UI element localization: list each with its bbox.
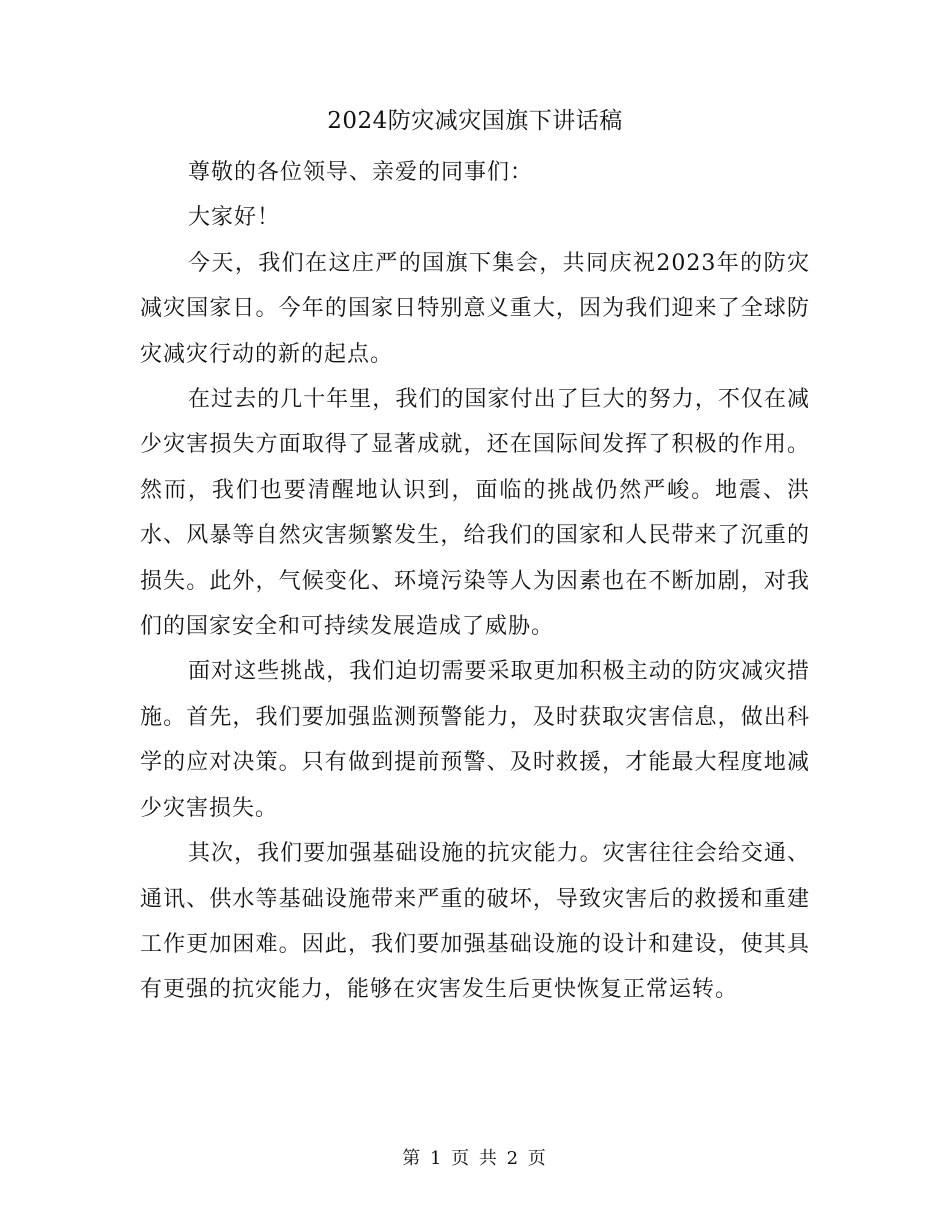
document-title: 2024防灾减灾国旗下讲话稿 (327, 108, 623, 134)
salutation: 尊敬的各位领导、亲爱的同事们： (188, 160, 534, 185)
paragraph: 面对这些挑战，我们迫切需要采取更加积极主动的防灾减灾措施。首先，我们要加强监测预警能力，及时获取灾害信息，做出科学的应对决策。只有做到提前预警、及时救援，才能最大程度地减少灾害损失。 (140, 659, 810, 821)
paragraph: 今天，我们在这庄严的国旗下集会，共同庆祝2023年的防灾减灾国家日。今年的国家日特别意义重大，因为我们迎来了全球防灾减灾行动的新的起点。 (140, 250, 810, 367)
page-number-footer: 第 1 页 共 2 页 (402, 1148, 548, 1169)
document-body (140, 150, 810, 1013)
greeting: 大家好！ (188, 205, 281, 231)
paragraph: 在过去的几十年里，我们的国家付出了巨大的努力，不仅在减少灾害损失方面取得了显著成就，还在国际间发挥了积极的作用。然而，我们也要清醒地认识到，面临的挑战仍然严峻。地震、洪水、风暴等自然灾害频繁发生，给我们的国家和人民带来了沉重的损失。此外，气候变化、环境污染等人为因素也在不断加剧，对我们的国家安全和可持续发展造成了威胁。 (140, 387, 810, 640)
paragraph: 其次，我们要加强基础设施的抗灾能力。灾害往往会给交通、通讯、供水等基础设施带来严重的破坏，导致灾害后的救援和重建工作更加困难。因此，我们要加强基础设施的设计和建设，使其具有更强的抗灾能力，能够在灾害发生后更快恢复正常运转。 (140, 841, 810, 1003)
